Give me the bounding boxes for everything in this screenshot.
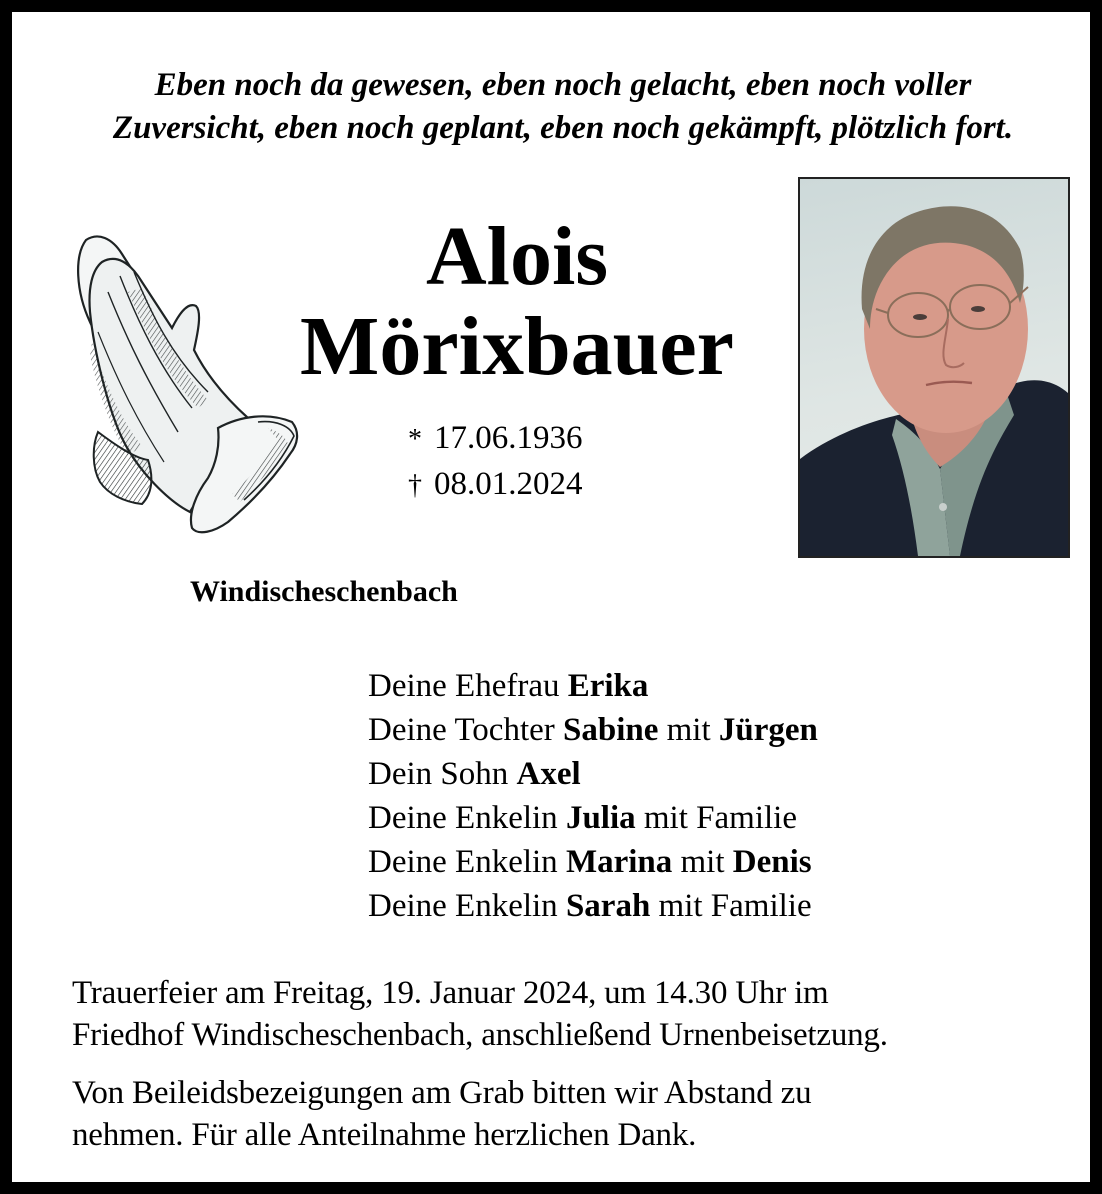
relation-text: Deine Enkelin [368, 800, 566, 836]
mourner-row [368, 840, 818, 884]
mourners-list [368, 664, 818, 928]
mourner-row [368, 884, 818, 928]
last-name: Mörixbauer [300, 300, 734, 393]
condolence-notice-line-2: nehmen. Für alle Anteilnahme herzlichen Dank. [72, 1117, 697, 1153]
mourner-name: Sarah [565, 888, 651, 924]
mourner-name: Sabine [563, 712, 659, 748]
mourner-row [368, 708, 818, 752]
death-cross-icon: † [408, 470, 422, 501]
relation-text: Deine Ehefrau [368, 668, 568, 704]
birth-date: 17.06.1936 [434, 420, 583, 456]
mourner-row [368, 752, 818, 796]
location: Windischeschenbach [190, 575, 458, 608]
mourner-partner-name: Jürgen [718, 712, 818, 748]
mourner-name: Julia [565, 800, 636, 836]
relation-text: Deine Enkelin [368, 888, 566, 924]
funeral-notice-line-2: Friedhof Windischeschenbach, anschließend Urnenbeisetzung. [72, 1017, 888, 1053]
death-date: 08.01.2024 [434, 466, 583, 502]
condolence-notice-line-1: Von Beileidsbezeigungen am Grab bitten wir Abstand zu [72, 1075, 812, 1111]
motto-line-2: Zuversicht, eben noch geplant, eben noch gekämpft, plötzlich fort. [112, 110, 1014, 146]
mourner-row [368, 664, 818, 708]
funeral-notice-line-1: Trauerfeier am Freitag, 19. Januar 2024, um 14.30 Uhr im [72, 975, 829, 1011]
portrait-photo [798, 177, 1070, 558]
birth-star-icon: * [408, 424, 422, 455]
motto-line-1: Eben noch da gewesen, eben noch gelacht, eben noch voller [154, 67, 972, 103]
connector-text: mit Familie [650, 888, 812, 924]
first-name: Alois [425, 210, 609, 303]
birth-row [408, 416, 583, 462]
life-dates [408, 416, 583, 508]
deceased-name [262, 212, 772, 392]
connector-text: mit Familie [635, 800, 797, 836]
relation-text: Deine Tochter [368, 712, 564, 748]
funeral-notice [72, 972, 1082, 1056]
relation-text: Dein Sohn [368, 756, 517, 792]
mourner-name: Erika [567, 668, 649, 704]
mourner-row [368, 796, 818, 840]
connector-text: mit [658, 712, 719, 748]
mourner-name: Marina [565, 844, 673, 880]
mourner-name: Axel [516, 756, 581, 792]
mourner-partner-name: Denis [732, 844, 812, 880]
relation-text: Deine Enkelin [368, 844, 566, 880]
condolence-notice [72, 1072, 1082, 1156]
connector-text: mit [672, 844, 733, 880]
motto-quote [24, 64, 1102, 150]
death-row [408, 462, 583, 508]
